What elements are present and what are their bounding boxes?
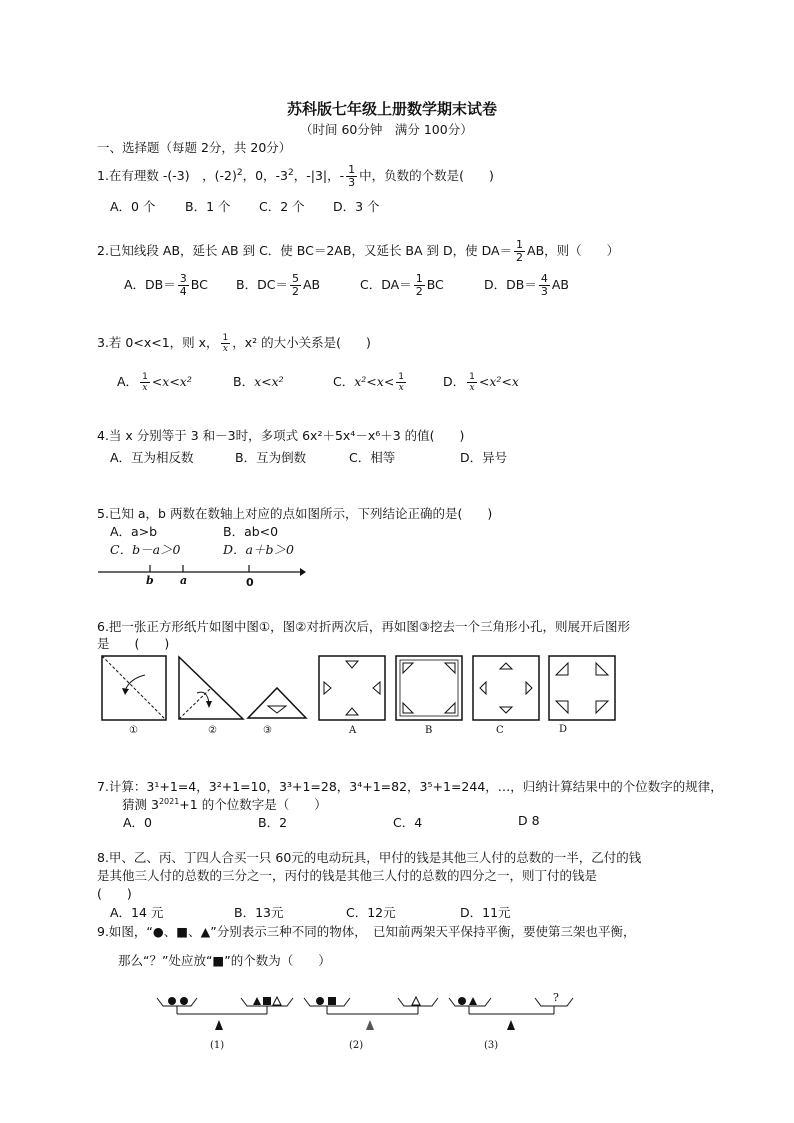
q2-a-tail: BC xyxy=(190,277,208,292)
q1-option-c: C．2 个 xyxy=(259,199,305,214)
q2-d-den: 3 xyxy=(540,285,548,298)
caption-b: B xyxy=(425,725,433,736)
q2-a-label: A．DB＝ xyxy=(124,277,176,292)
balance-caption-1: (1) xyxy=(210,1040,225,1051)
q2-b-label: B．DC＝ xyxy=(236,277,288,292)
q3-a-den: x xyxy=(142,383,148,393)
q7-option-b: B．2 xyxy=(258,815,288,830)
q2-d-frac xyxy=(539,273,550,298)
q4-option-b: B．互为倒数 xyxy=(235,450,307,465)
q2-option-d xyxy=(484,272,569,298)
q4-option-d: D．异号 xyxy=(460,450,508,465)
q7-sup: 2021 xyxy=(158,796,180,806)
q2-d-num: 4 xyxy=(540,272,548,285)
q3-frac-den: x xyxy=(222,344,228,354)
q3-fraction xyxy=(221,333,231,354)
q8-option-a: A．14 元 xyxy=(110,905,164,920)
question-6-line1: 6.把一张正方形纸片如图中图①，图②对折两次后，再如图③挖去一个三角形小孔，则展开后图形 xyxy=(97,619,631,634)
q2-d-tail: AB xyxy=(551,277,569,292)
q2-text-b: AB，则（ ） xyxy=(527,243,620,258)
q5-option-a: A．a>b xyxy=(110,524,158,539)
q3-b-label: B． xyxy=(233,374,255,389)
caption-a: A xyxy=(349,725,357,736)
q3-a-num: 1 xyxy=(142,372,148,382)
number-line xyxy=(96,560,308,590)
page-subtitle: （时间 60分钟 满分 100分） xyxy=(300,122,473,137)
question-5: 5.已知 a，b 两数在数轴上对应的点如图所示，下列结论正确的是( ) xyxy=(97,506,493,521)
fig-option-d xyxy=(548,655,616,721)
q3-option-d xyxy=(443,368,519,396)
q3-c-label: C． xyxy=(333,374,355,389)
q2-text-a: 2.已知线段 AB，延长 AB 到 C．使 BC＝2AB，又延长 BA 到 D，使 DA＝ xyxy=(97,243,513,258)
q3-option-b xyxy=(233,368,284,396)
q3-option-a xyxy=(117,368,192,396)
q3-text-a: 3.若 0<x<1，则 x， xyxy=(97,335,219,350)
q1-text-b: ，0，-3 xyxy=(242,168,289,184)
q3-a-frac xyxy=(140,372,150,393)
question-4: 4.当 x 分别等于 3 和－3时，多项式 6x²＋5x⁴－x⁶＋3 的值( ) xyxy=(97,428,465,443)
q2-b-frac xyxy=(290,273,301,298)
q3-d-label: D． xyxy=(443,374,466,389)
section-heading: 一、选择题（每题 2分，共 20分） xyxy=(97,140,292,155)
question-8-line1: 8.甲、乙、丙、丁四人合买一只 60元的电动玩具，甲付的钱是其他三人付的总数的一半，乙付的钱 xyxy=(97,850,642,865)
q2-c-num: 1 xyxy=(415,272,423,285)
q3-c-text: x²<x< xyxy=(354,374,395,389)
question-6-line2: 是 ( ) xyxy=(97,636,170,651)
q2-a-den: 4 xyxy=(179,285,187,298)
q3-c-num: 1 xyxy=(398,372,405,382)
question-8-line3: ( ) xyxy=(97,886,132,901)
q3-b-text: x<x² xyxy=(254,374,284,389)
fig-triangle-3 xyxy=(246,686,308,720)
q2-fraction xyxy=(514,239,525,264)
q7-option-a: A．0 xyxy=(123,815,153,830)
q2-c-den: 2 xyxy=(415,285,423,298)
q5-option-d: D．a＋b＞0 xyxy=(223,542,294,557)
caption-d: D xyxy=(559,724,568,735)
q2-c-tail: BC xyxy=(426,277,444,292)
q2-a-frac xyxy=(178,273,189,298)
q5-option-c: C．b－a＞0 xyxy=(110,542,181,557)
q2-option-c xyxy=(360,272,444,298)
q8-option-d: D．11元 xyxy=(460,905,511,920)
q2-frac-den: 2 xyxy=(516,251,524,264)
q2-frac-num: 1 xyxy=(516,238,524,251)
q4-option-a: A．互为相反数 xyxy=(110,450,194,465)
q3-option-c xyxy=(333,368,408,396)
page-title: 苏科版七年级上册数学期末试卷 xyxy=(287,100,498,118)
q1-text-c: ，-|3|，- xyxy=(293,168,345,184)
q3-text-b: ，x² 的大小关系是( ) xyxy=(232,335,371,350)
question-9-line1: 9.如图，“●、■、▲”分别表示三种不同的物体， 已知前两架天平保持平衡，要使第三架也平衡， xyxy=(97,924,636,939)
q1-sup: 2 xyxy=(236,168,243,178)
fig-square-1 xyxy=(101,655,167,721)
q3-c-frac xyxy=(396,372,406,393)
balance-caption-2: (2) xyxy=(349,1040,364,1051)
fig-option-a xyxy=(318,655,386,721)
fig-option-b xyxy=(395,655,463,721)
q1-option-a: A．0 个 xyxy=(110,199,156,214)
q3-d-den: x xyxy=(469,383,475,393)
q3-a-label: A． xyxy=(117,374,139,389)
q1-frac-den: 3 xyxy=(348,176,356,190)
q2-d-label: D．DB＝ xyxy=(484,277,537,292)
q1-frac-num: 1 xyxy=(348,163,356,177)
fig-option-c xyxy=(472,655,540,721)
q2-b-num: 5 xyxy=(291,272,299,285)
caption-2: ② xyxy=(208,725,217,736)
q2-a-num: 3 xyxy=(179,272,187,285)
q3-d-frac xyxy=(467,372,477,393)
balance-1 xyxy=(155,992,297,1034)
q7-text-b: +1 的个位数字是（ ） xyxy=(179,797,327,812)
q8-option-c: C．12元 xyxy=(346,905,396,920)
q3-d-num: 1 xyxy=(469,372,475,382)
question-7-line2 xyxy=(122,795,327,813)
q2-b-den: 2 xyxy=(291,285,299,298)
q8-option-b: B．13元 xyxy=(234,905,284,920)
q2-b-tail: AB xyxy=(302,277,321,292)
q4-option-c: C．相等 xyxy=(349,450,396,465)
q7-option-d: D 8 xyxy=(518,813,540,828)
q1-sup2: 2 xyxy=(288,168,294,178)
question-9-line2: 那么“？”处应放“■”的个数为（ ） xyxy=(118,953,331,968)
q2-c-label: C．DA＝ xyxy=(360,277,412,292)
question-2 xyxy=(97,238,619,264)
q3-c-den: x xyxy=(398,383,404,393)
q7-text-a: 猜测 3 xyxy=(122,797,159,812)
q1-text-d: 中，负数的个数是( ) xyxy=(359,168,494,184)
axis-label-zero: 0 xyxy=(246,576,254,589)
balance-3 xyxy=(447,992,587,1034)
axis-label-a: a xyxy=(180,574,188,587)
caption-c: C xyxy=(496,725,504,736)
q3-d-tail: <x²<x xyxy=(478,374,519,389)
question-1 xyxy=(97,160,494,189)
q1-option-d: D．3 个 xyxy=(333,199,380,214)
q1-option-b: B．1 个 xyxy=(185,199,231,214)
q2-c-frac xyxy=(414,273,425,298)
caption-1: ① xyxy=(129,725,138,736)
fig-triangle-2 xyxy=(177,655,245,721)
question-7-line1: 7.计算：3¹+1=4，3²+1=10，3³+1=28，3⁴+1=82，3⁵+1=244，…，归纳计算结果中的个位数字的规律， xyxy=(97,779,723,794)
question-mark-label: ? xyxy=(553,991,559,1004)
question-3 xyxy=(97,329,371,357)
axis-label-b: b xyxy=(146,574,154,587)
q7-option-c: C．4 xyxy=(393,815,423,830)
q3-frac-num: 1 xyxy=(222,333,229,343)
q1-fraction xyxy=(346,164,357,189)
q1-text-a: 1.在有理数 -(-3) ，(-2) xyxy=(97,168,237,184)
balance-2 xyxy=(302,992,444,1034)
q2-option-a xyxy=(124,272,208,298)
q2-option-b xyxy=(236,272,320,298)
question-8-line2: 是其他三人付的总数的三分之一，丙付的钱是其他三人付的总数的四分之一，则丁付的钱是 xyxy=(97,868,598,883)
q5-option-b: B．ab<0 xyxy=(223,524,279,539)
balance-caption-3: (3) xyxy=(484,1040,499,1051)
caption-3: ③ xyxy=(263,725,272,736)
q3-a-tail: <x<x² xyxy=(151,374,192,389)
